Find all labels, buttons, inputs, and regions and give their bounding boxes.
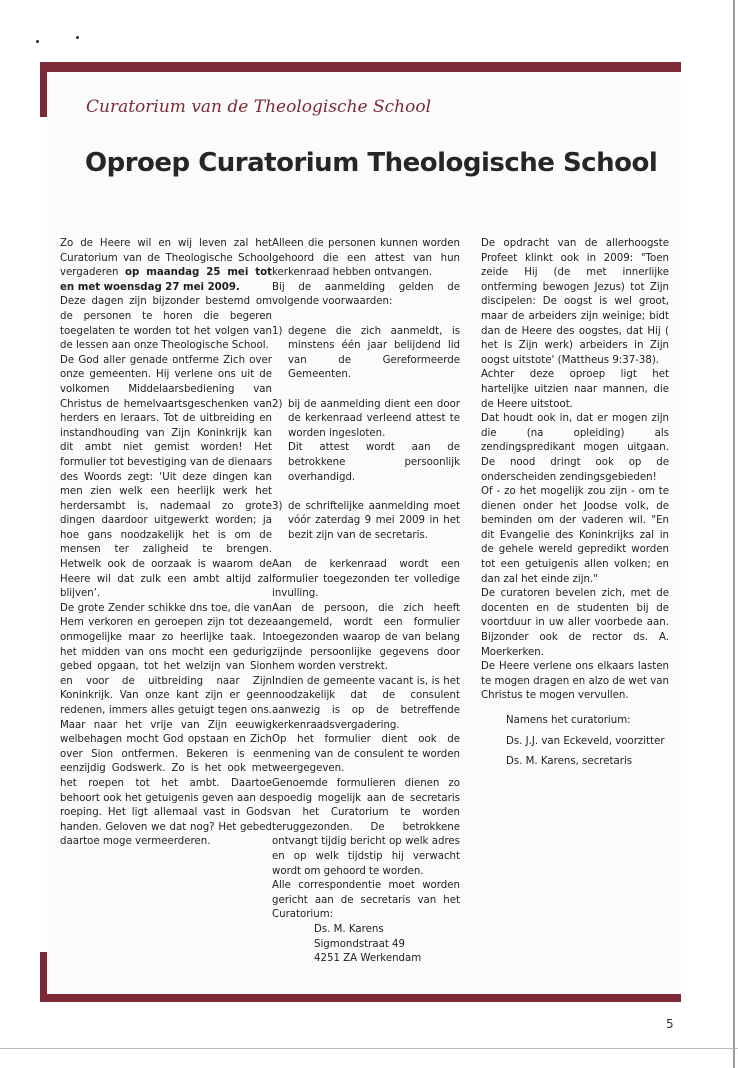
page-edge-right (733, 0, 735, 1068)
list-item (272, 398, 460, 486)
paragraph: De curatoren bevelen zich, met de docenten en de studenten bij de voortduur in uw aller voorbede aan. Bijzonder ook de rector ds. A. Moerkerken. (481, 588, 669, 658)
top-frame-band (40, 62, 681, 72)
paragraph: Bij de aanmelding gelden de volgende voorwaarden: (272, 281, 460, 308)
paragraph: Alle correspondentie moet worden gericht aan de secretaris van het Curatorium: (272, 880, 460, 921)
list-text (288, 398, 460, 486)
signature-secretary: Ds. M. Karens, secretaris (506, 756, 633, 768)
paragraph: Indien de gemeente vacant is, is het noodzakelijk dat de consulent aanwezig is op de betreffende kerkenraadsvergadering. (272, 675, 460, 731)
paragraph: De God aller genade ontferme Zich over onze gemeenten. Hij verlene ons uit de volkomen Middelaarsbediening van Christus de hemelvaartsgeschenken van herders en leraars. Tot de uitbreiding en instandhouding van Zijn Koninkrijk kan dit ambt niet gemist worden! Het formulier tot bevestiging van de dienaars des Woords zegt: ‘Uit deze dingen kan men zien welk een heerlijk werk het herdersambt is, nademaal zo grote dingen daardoor uitgewerkt worden; ja hoe gans noodzakelijk het is om de mensen ter zaligheid te brengen. Hetwelk ook de oorzaak is waarom de Heere wil dat zulk een ambt altijd zal blijven’. (60, 354, 272, 600)
list-number: 1) (272, 325, 283, 337)
left-frame-band-bottom (40, 952, 47, 1002)
signature-block (481, 714, 669, 770)
scan-speck (76, 36, 79, 39)
column-1 (60, 237, 272, 850)
paragraph: De grote Zender schikke dns toe, die van Hem verkoren en geroepen zijn tot deze onmogelijke maar zo heerlijke taak. In het midden van ons mocht een gedurig gebed opgaan, tot het welzijn van Sion en voor de uitbreiding naar Zijn Koninkrijk. Van onze kant zijn er geen redenen, immers alles getuigt tegen ons. Maar naar het vrije van Zijn eeuwig welbehagen mocht God opstaan en Zich over Sion ontfermen. Bekeren is een eenzijdig Godswerk. Zo is het ook met het roepen tot het ambt. Daartoe behoort ook het getuigenis geven aan de roeping. Het ligt allemaal vast in Gods handen. Geloven we dat nog? Het gebed daartoe moge vermeerderen. (60, 602, 272, 848)
list-number: 2) (272, 398, 283, 410)
address-city: 4251 ZA Werkendam (314, 953, 422, 965)
article-title: Oproep Curatorium Theologische School (85, 148, 658, 178)
address-street: Sigmondstraat 49 (314, 938, 406, 950)
list-item (272, 325, 460, 383)
paragraph: Achter deze oproep ligt het hartelijke uitzien naar mannen, die de Heere uitstoot. (481, 369, 669, 410)
paragraph: Of - zo het mogelijk zou zijn - om te dienen onder het Joodse volk, de beminden om der vaderen wil. "En dit Evangelie des Koninkrijks zal in de gehele wereld gepredikt worden tot een getuigenis allen volken; en dan zal het einde zijn." (481, 486, 669, 585)
column-3 (481, 237, 669, 776)
paragraph: Dat houdt ook in, dat er mogen zijn die (na opleiding) als zendingspredikant mogen uitgaan. De nood dringt ook op de onderscheiden zendingsgebieden! (481, 413, 669, 483)
paragraph-text: Zo de Heere wil en wij leven zal het Curatorium van de Theologische School vergaderen (60, 238, 272, 279)
list-text: de schriftelijke aanmelding moet vóór zaterdag 9 mei 2009 in het bezit zijn van de secretaris. (288, 500, 460, 541)
scan-speck (36, 40, 39, 43)
left-frame-band-top (40, 62, 47, 117)
address-name: Ds. M. Karens (314, 923, 384, 935)
bottom-frame-band (40, 994, 681, 1002)
paragraph: Aan de kerkenraad wordt een formulier toegezonden ter volledige invulling. (272, 559, 460, 600)
list-text: degene die zich aanmeldt, is minstens één jaar belijdend lid van de Gereformeerde Gemeenten. (288, 325, 460, 381)
list-number: 3) (272, 500, 283, 512)
paragraph: Deze dagen zijn bijzonder bestemd om de personen te horen die begeren toegelaten te worden tot het volgen van de lessen aan onze Theologische School. (60, 296, 272, 352)
signature-chair: Ds. J.J. van Eckeveld, voorzitter (506, 735, 665, 747)
list-item (272, 500, 460, 544)
address-block (272, 923, 460, 967)
paragraph: De Heere verlene ons elkaars lasten te mogen dragen en alzo de wet van Christus te mogen vervullen. (481, 661, 669, 702)
list-text-part: bij de aanmelding dient een door de kerkenraad verleend attest te worden ingesloten. (288, 398, 460, 439)
paragraph (60, 237, 272, 295)
page-edge-bottom (0, 1048, 738, 1049)
paragraph: Aan de persoon, die zich heeft aangemeld, wordt een formulier toegezonden waarop de van belang zijnde persoonlijke gegevens door hem worden verstrekt. (272, 602, 460, 673)
paragraph: Alleen die personen kunnen worden gehoord die een attest van hun kerkenraad hebben ontvangen. (272, 238, 460, 279)
paragraph: Genoemde formulieren dienen zo spoedig mogelijk aan de secretaris van het Curatorium te worden teruggezonden. De betrokkene ontvangt tijdig bericht op welk adres en op welk tijdstip hij verwacht wordt om gehoord te worden. (272, 777, 460, 877)
meeting-dates: op maandag 25 mei tot en met woensdag 27 mei 2009. (60, 267, 272, 293)
section-heading: Curatorium van de Theologische School (86, 97, 432, 117)
page-number: 5 (666, 1017, 674, 1031)
list-text-part: Dit attest wordt aan de betrokkene persoonlijk overhandigd. (288, 442, 460, 483)
column-2 (272, 237, 460, 967)
paragraph: De opdracht van de allerhoogste Profeet klinkt ook in 2009: "Toen zeide Hij (de met innerlijke ontferming bewogen Jezus) tot Zijn discipelen: De oogst is wel groot, maar de arbeiders zijn weinige; bidt dan de Heere des oogstes, dat Hij ( het is Zijn werk) arbeiders in Zijn oogst uitstote' (Mattheus 9:37-38). (481, 238, 669, 366)
paragraph: Op het formulier dient ook de mening van de consulent te worden weergegeven. (272, 734, 460, 775)
signature-intro: Namens het curatorium: (506, 715, 631, 726)
